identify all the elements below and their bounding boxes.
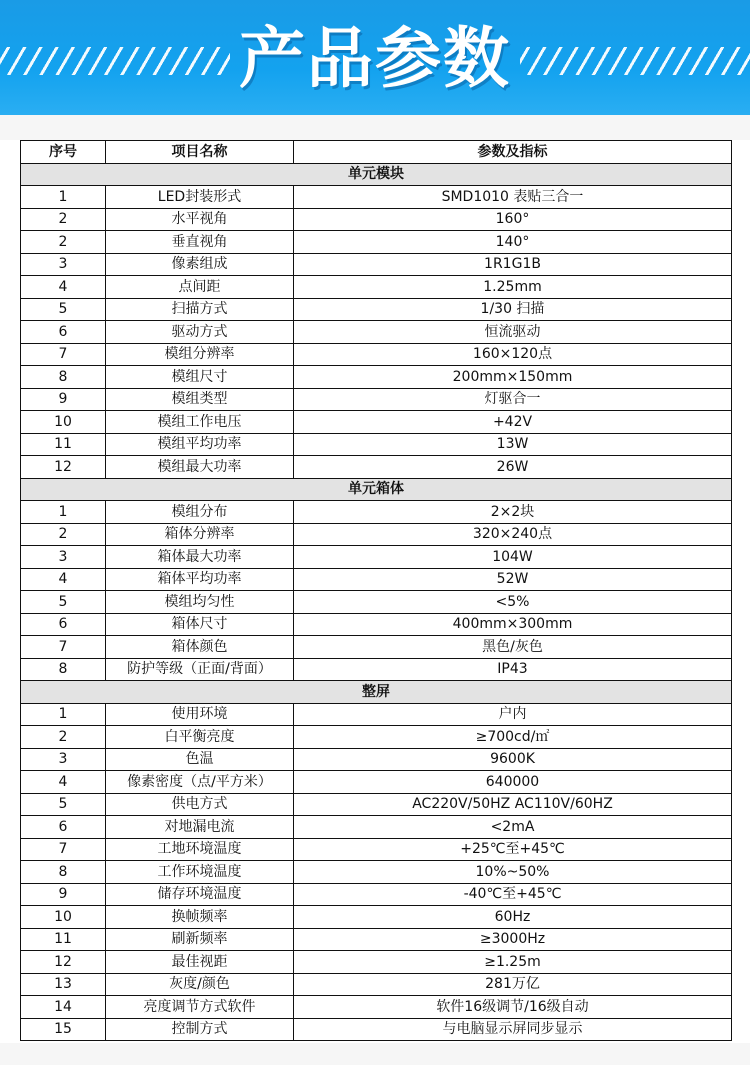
row-spec-value: 140° [294,231,732,254]
row-item-name: LED封装形式 [106,186,294,209]
row-spec-value: IP43 [294,658,732,681]
row-spec-value: 1/30 扫描 [294,298,732,321]
row-item-name: 模组分辨率 [106,343,294,366]
row-index: 14 [21,996,106,1019]
row-index: 5 [21,591,106,614]
table-row [21,951,732,974]
row-item-name: 对地漏电流 [106,816,294,839]
table-row [21,321,732,344]
table-row [21,636,732,659]
row-index: 7 [21,343,106,366]
row-item-name: 点间距 [106,276,294,299]
row-index: 4 [21,568,106,591]
table-row [21,906,732,929]
page-title: 产品参数 [239,20,511,97]
row-spec-value: 1R1G1B [294,253,732,276]
row-spec-value: 与电脑显示屏同步显示 [294,1018,732,1041]
table-row [21,771,732,794]
spec-table [20,140,732,1041]
row-spec-value: +25℃至+45℃ [294,838,732,861]
row-index: 5 [21,298,106,321]
table-row [21,186,732,209]
row-index: 10 [21,906,106,929]
row-item-name: 最佳视距 [106,951,294,974]
table-row [21,591,732,614]
row-index: 6 [21,816,106,839]
row-spec-value: ≥700cd/㎡ [294,726,732,749]
row-index: 5 [21,793,106,816]
row-spec-value: 恒流驱动 [294,321,732,344]
row-spec-value: 160×120点 [294,343,732,366]
row-spec-value: 户内 [294,703,732,726]
table-row [21,456,732,479]
footer-spacer [0,1043,750,1065]
table-row [21,231,732,254]
row-spec-value: ≥3000Hz [294,928,732,951]
header-index: 序号 [21,141,106,164]
row-item-name: 模组平均功率 [106,433,294,456]
table-row [21,366,732,389]
row-index: 13 [21,973,106,996]
row-spec-value: 60Hz [294,906,732,929]
row-item-name: 防护等级（正面/背面） [106,658,294,681]
row-spec-value: <2mA [294,816,732,839]
table-row [21,748,732,771]
row-spec-value: 640000 [294,771,732,794]
row-item-name: 刷新频率 [106,928,294,951]
row-index: 1 [21,703,106,726]
table-row [21,726,732,749]
row-spec-value: 灯驱合一 [294,388,732,411]
row-spec-value: ≥1.25m [294,951,732,974]
row-index: 9 [21,388,106,411]
row-index: 15 [21,1018,106,1041]
row-index: 3 [21,253,106,276]
row-item-name: 控制方式 [106,1018,294,1041]
row-index: 12 [21,951,106,974]
row-item-name: 模组类型 [106,388,294,411]
row-item-name: 箱体尺寸 [106,613,294,636]
row-item-name: 模组最大功率 [106,456,294,479]
row-item-name: 扫描方式 [106,298,294,321]
section-title: 整屏 [21,681,732,704]
table-row [21,861,732,884]
row-index: 6 [21,613,106,636]
row-item-name: 白平衡亮度 [106,726,294,749]
row-item-name: 亮度调节方式软件 [106,996,294,1019]
row-spec-value: 200mm×150mm [294,366,732,389]
section-header-row [21,163,732,186]
section-title: 单元箱体 [21,478,732,501]
table-row [21,343,732,366]
row-spec-value: 1.25mm [294,276,732,299]
table-row [21,838,732,861]
row-index: 8 [21,658,106,681]
row-spec-value: AC220V/50HZ AC110V/60HZ [294,793,732,816]
section-header-row [21,681,732,704]
table-row [21,523,732,546]
row-spec-value: 104W [294,546,732,569]
section-header-row [21,478,732,501]
row-index: 11 [21,433,106,456]
title-banner [0,0,750,115]
table-row [21,411,732,434]
row-item-name: 箱体颜色 [106,636,294,659]
spec-table-container [20,140,731,1041]
table-row [21,703,732,726]
row-item-name: 色温 [106,748,294,771]
row-spec-value: 52W [294,568,732,591]
row-index: 2 [21,208,106,231]
row-item-name: 垂直视角 [106,231,294,254]
row-index: 2 [21,523,106,546]
row-index: 3 [21,748,106,771]
row-item-name: 模组尺寸 [106,366,294,389]
table-body [21,163,732,1041]
row-item-name: 像素组成 [106,253,294,276]
row-index: 6 [21,321,106,344]
row-item-name: 驱动方式 [106,321,294,344]
row-item-name: 模组工作电压 [106,411,294,434]
row-item-name: 箱体分辨率 [106,523,294,546]
table-row [21,501,732,524]
row-index: 8 [21,861,106,884]
spacer [0,115,750,140]
row-item-name: 模组均匀性 [106,591,294,614]
row-item-name: 储存环境温度 [106,883,294,906]
table-row [21,253,732,276]
table-row [21,658,732,681]
row-index: 2 [21,726,106,749]
table-row [21,208,732,231]
row-spec-value: 160° [294,208,732,231]
table-row [21,298,732,321]
row-spec-value: 26W [294,456,732,479]
row-spec-value: +42V [294,411,732,434]
table-row [21,996,732,1019]
table-row [21,568,732,591]
row-index: 12 [21,456,106,479]
row-item-name: 箱体最大功率 [106,546,294,569]
table-row [21,433,732,456]
row-spec-value: 10%~50% [294,861,732,884]
row-index: 2 [21,231,106,254]
row-spec-value: 2×2块 [294,501,732,524]
row-index: 4 [21,276,106,299]
row-item-name: 灰度/颜色 [106,973,294,996]
row-item-name: 模组分布 [106,501,294,524]
row-index: 1 [21,501,106,524]
row-index: 1 [21,186,106,209]
row-index: 11 [21,928,106,951]
row-index: 4 [21,771,106,794]
table-row [21,928,732,951]
row-item-name: 供电方式 [106,793,294,816]
row-spec-value: <5% [294,591,732,614]
row-item-name: 箱体平均功率 [106,568,294,591]
row-item-name: 换帧频率 [106,906,294,929]
row-index: 9 [21,883,106,906]
table-row [21,613,732,636]
row-item-name: 工作环境温度 [106,861,294,884]
row-index: 10 [21,411,106,434]
row-spec-value: 400mm×300mm [294,613,732,636]
row-spec-value: 281万亿 [294,973,732,996]
header-spec-value: 参数及指标 [294,141,732,164]
row-index: 8 [21,366,106,389]
table-row [21,883,732,906]
row-item-name: 使用环境 [106,703,294,726]
table-row [21,793,732,816]
row-item-name: 像素密度（点/平方米） [106,771,294,794]
row-index: 7 [21,636,106,659]
row-index: 3 [21,546,106,569]
row-spec-value: 黑色/灰色 [294,636,732,659]
table-header-row [21,141,732,164]
row-spec-value: SMD1010 表贴三合一 [294,186,732,209]
row-index: 7 [21,838,106,861]
table-row [21,973,732,996]
row-spec-value: 320×240点 [294,523,732,546]
section-title: 单元模块 [21,163,732,186]
table-row [21,1018,732,1041]
row-item-name: 工地环境温度 [106,838,294,861]
table-row [21,816,732,839]
header-item-name: 项目名称 [106,141,294,164]
table-row [21,546,732,569]
row-spec-value: -40℃至+45℃ [294,883,732,906]
row-spec-value: 软件16级调节/16级自动 [294,996,732,1019]
row-spec-value: 9600K [294,748,732,771]
table-row [21,276,732,299]
row-spec-value: 13W [294,433,732,456]
table-row [21,388,732,411]
row-item-name: 水平视角 [106,208,294,231]
